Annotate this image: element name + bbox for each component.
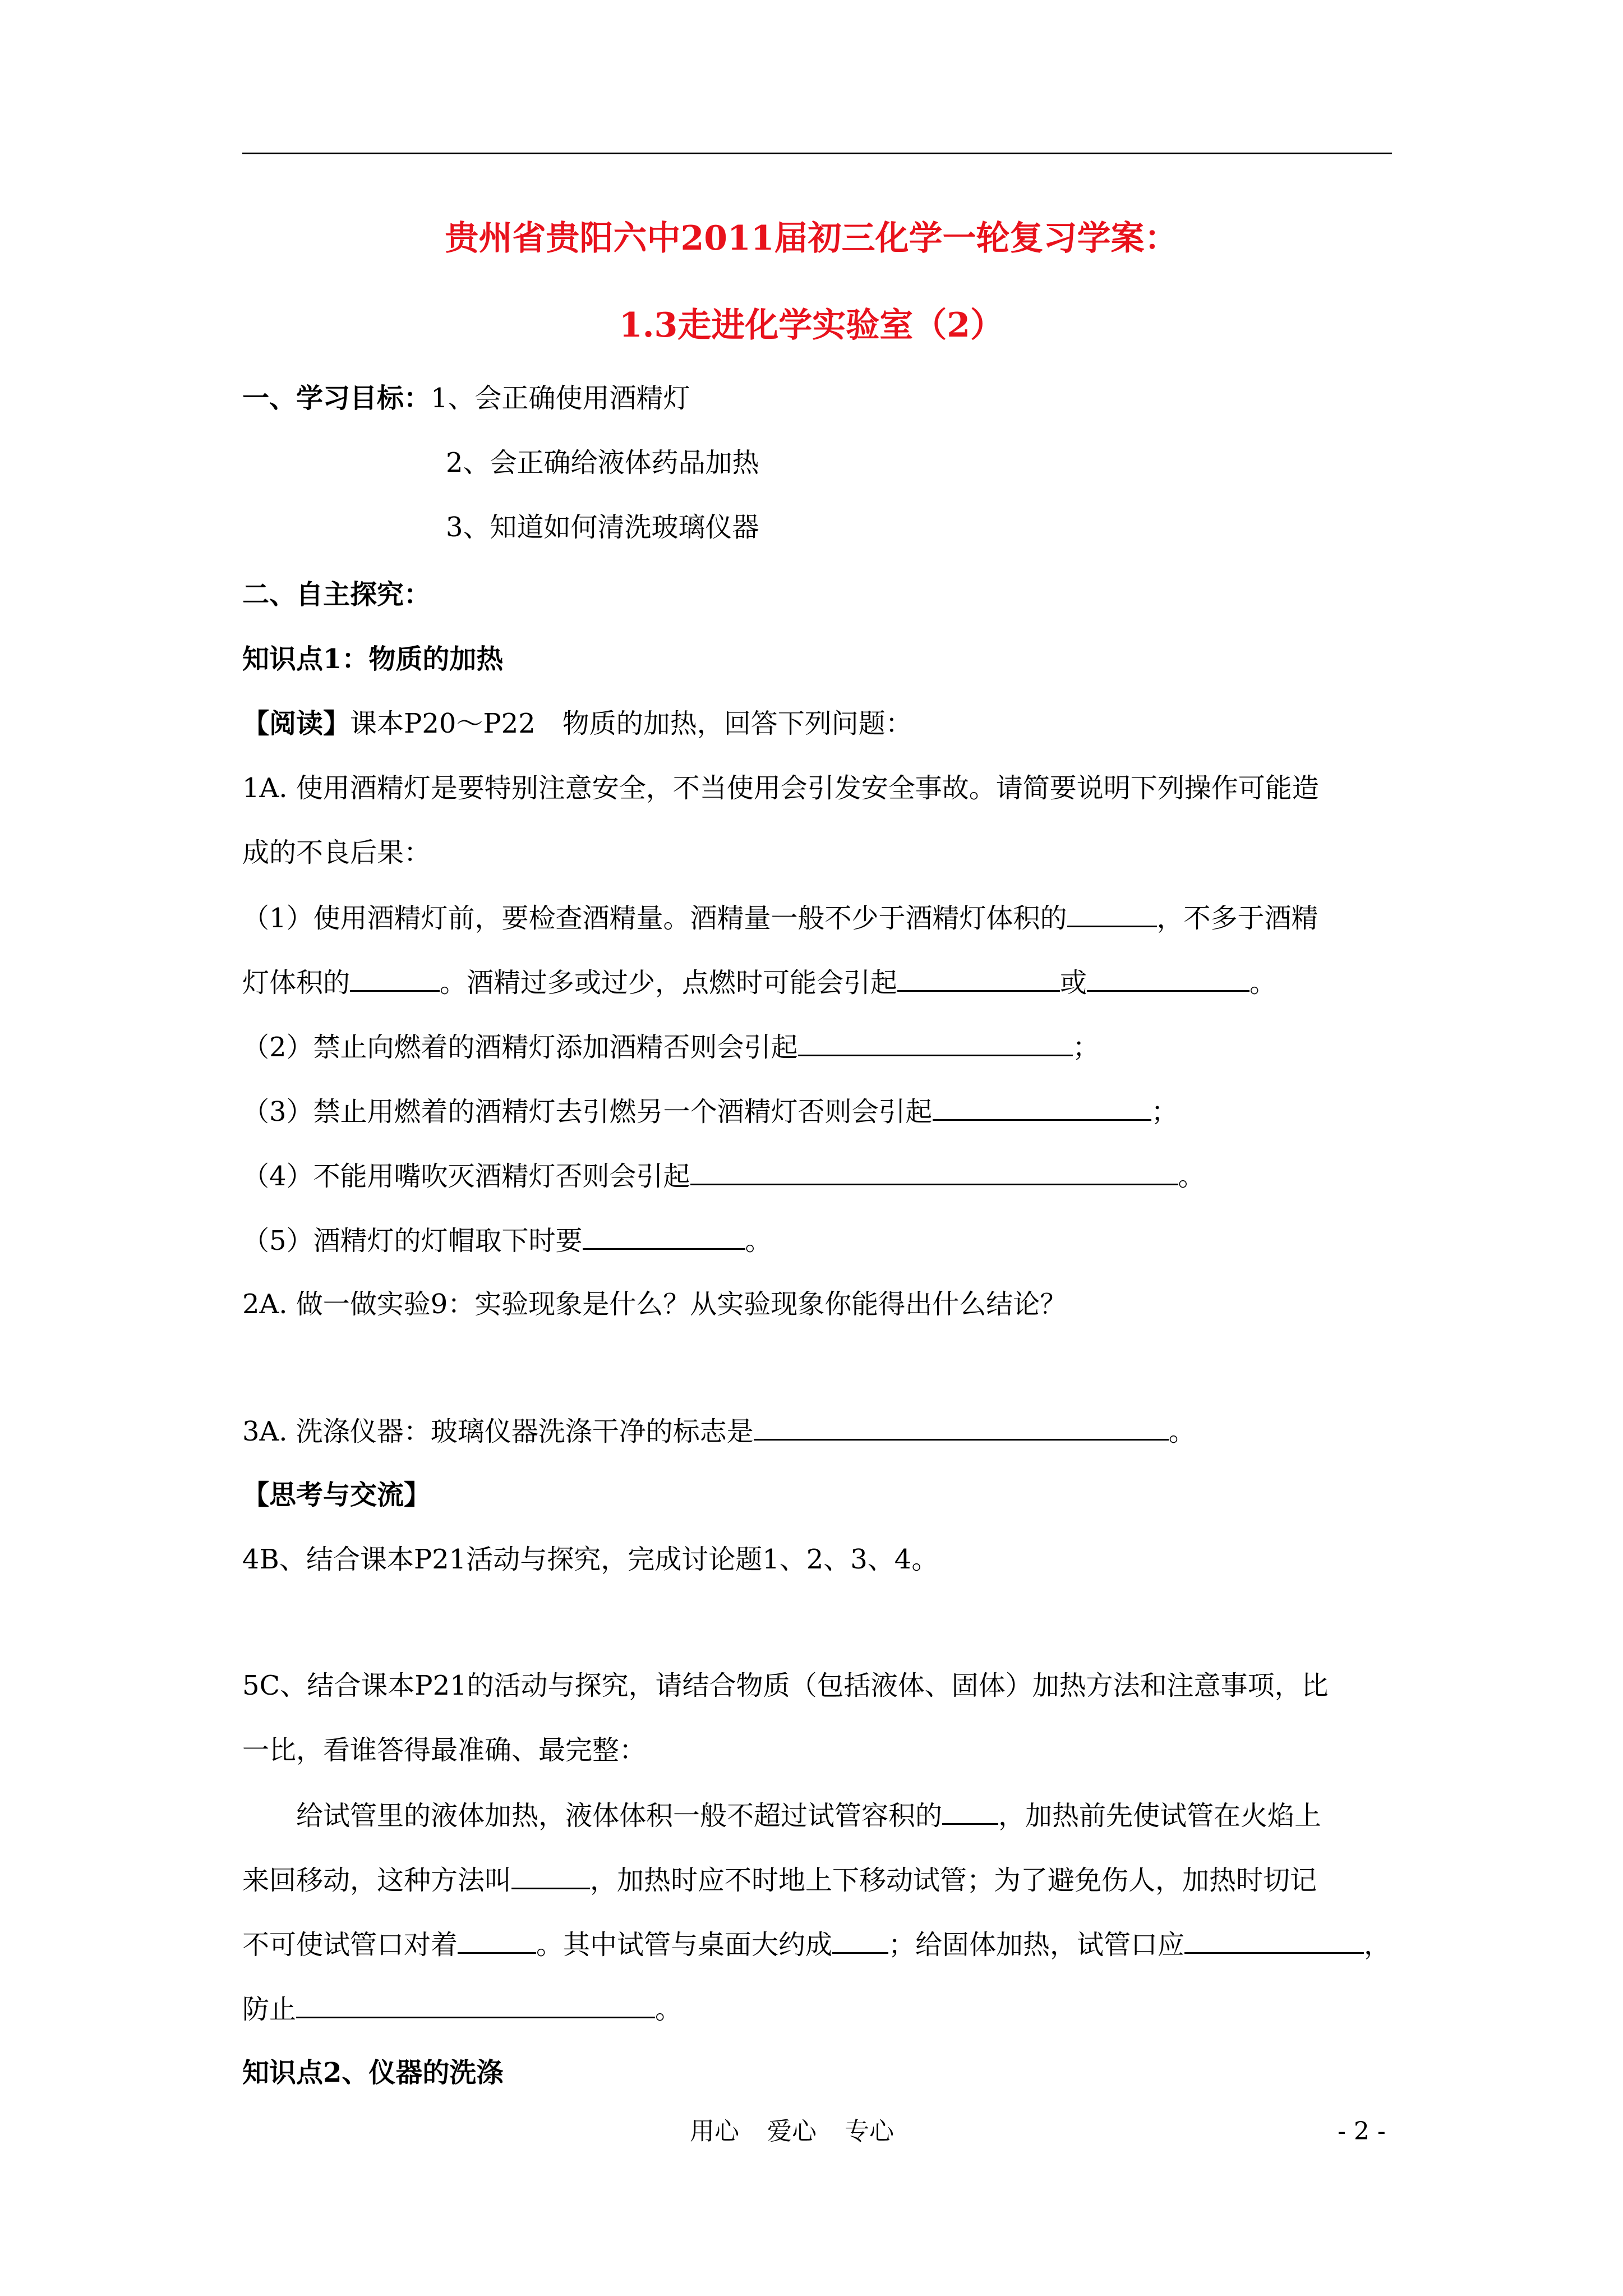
goals-heading: 一、学习目标： <box>242 383 431 414</box>
q1a-sub-5: （5）酒精灯的灯帽取下时要 。 <box>242 1220 772 1260</box>
q1a-sub-1-line-1: （1）使用酒精灯前，要检查酒精量。酒精量一般不少于酒精灯体积的 ，不多于酒精 <box>242 898 1318 938</box>
answer-blank[interactable] <box>583 1220 745 1250</box>
goal-item-1: 1、会正确使用酒精灯 <box>431 383 690 414</box>
header-rule <box>242 153 1392 154</box>
section-2-heading: 二、自主探究： <box>242 579 431 610</box>
q5c-paragraph-line-2: 来回移动，这种方法叫 ，加热时应不时地上下移动试管；为了避免伤人，加热时切记 <box>242 1860 1317 1900</box>
q5c-paragraph-line-3: 不可使试管口对着 。其中试管与桌面大约成 ；给固体加热，试管口应 ， <box>242 1924 1391 1964</box>
answer-blank[interactable] <box>1067 898 1157 927</box>
page-number: - 2 - <box>1338 2117 1386 2146</box>
page-title: 贵州省贵阳六中2011届初三化学一轮复习学案： <box>445 219 1178 258</box>
q5c-line-1: 5C、结合课本P21的活动与探究，请结合物质（包括液体、固体）加热方法和注意事项，比 <box>242 1670 1329 1701</box>
answer-blank[interactable] <box>798 1027 1073 1056</box>
q1a-sub-2: （2）禁止向燃着的酒精灯添加酒精否则会引起 ； <box>242 1027 1100 1067</box>
answer-blank[interactable] <box>933 1091 1151 1121</box>
answer-blank[interactable] <box>511 1860 590 1889</box>
q1a-sub-1-line-2: 灯体积的 。酒精过多或过少，点燃时可能会引起 或 。 <box>242 962 1276 1002</box>
knowledge-point-2-heading: 知识点2、仪器的洗涤 <box>242 2057 504 2088</box>
answer-blank[interactable] <box>897 962 1060 992</box>
answer-blank[interactable] <box>942 1795 998 1825</box>
goal-item-2: 2、会正确给液体药品加热 <box>446 447 759 478</box>
answer-blank[interactable] <box>350 962 440 992</box>
q4b: 4B、结合课本P21活动与探究，完成讨论题1、2、3、4。 <box>242 1544 939 1575</box>
think-exchange-heading: 【思考与交流】 <box>242 1479 431 1511</box>
knowledge-point-1-heading: 知识点1：物质的加热 <box>242 643 504 675</box>
reading-line <box>242 704 912 743</box>
answer-blank[interactable] <box>1184 1924 1364 1954</box>
q3a: 3A. 洗涤仪器：玻璃仪器洗涤干净的标志是 。 <box>242 1411 1196 1451</box>
q5c-paragraph-line-4: 防止 。 <box>242 1989 682 2029</box>
answer-blank[interactable] <box>296 1989 655 2018</box>
q5c-line-2: 一比，看谁答得最准确、最完整： <box>242 1734 647 1766</box>
q1a-line-2: 成的不良后果： <box>242 837 431 868</box>
q1a-sub-4: （4）不能用嘴吹灭酒精灯否则会引起 。 <box>242 1156 1205 1196</box>
answer-blank[interactable] <box>458 1924 536 1954</box>
goals-row-1 <box>242 379 690 418</box>
footer-motto: 用心 爱心 专心 <box>690 2117 894 2146</box>
page-subtitle: 1.3走进化学实验室（2） <box>619 306 1004 345</box>
answer-blank[interactable] <box>690 1156 1178 1185</box>
q1a-sub-3: （3）禁止用燃着的酒精灯去引燃另一个酒精灯否则会引起 ； <box>242 1091 1178 1131</box>
reading-tag: 【阅读】 <box>242 708 351 739</box>
answer-blank[interactable] <box>754 1411 1169 1441</box>
answer-blank[interactable] <box>1087 962 1249 992</box>
q2a: 2A. 做一做实验9：实验现象是什么？从实验现象你能得出什么结论？ <box>242 1289 1067 1320</box>
reading-text: 课本P20～P22 物质的加热，回答下列问题： <box>350 708 912 739</box>
q1a-line-1: 1A. 使用酒精灯是要特别注意安全，不当使用会引发安全事故。请简要说明下列操作可能造 <box>242 772 1319 804</box>
goal-item-3: 3、知道如何清洗玻璃仪器 <box>446 512 759 543</box>
q5c-paragraph-line-1: 给试管里的液体加热，液体体积一般不超过试管容积的 ，加热前先使试管在火焰上 <box>296 1795 1321 1835</box>
answer-blank[interactable] <box>832 1924 888 1954</box>
